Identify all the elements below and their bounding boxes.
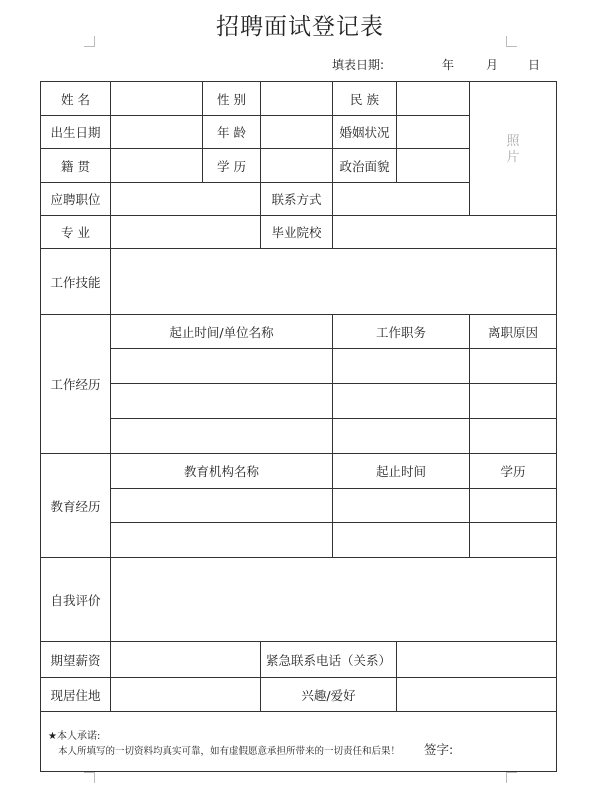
- self-evaluation-label: 自我评价: [50, 592, 101, 608]
- edu-col-period: 起止时间: [375, 464, 426, 479]
- contact-field[interactable]: [333, 183, 469, 215]
- position-field[interactable]: [111, 183, 260, 215]
- ethnicity-label: 民 族: [350, 91, 379, 107]
- self-evaluation-field[interactable]: [111, 558, 556, 641]
- political-status-label: 政治面貌: [339, 158, 390, 174]
- name-field[interactable]: [111, 82, 202, 115]
- work-row[interactable]: [111, 384, 556, 418]
- education-row[interactable]: [111, 489, 556, 522]
- declaration-text: 本人所填写的一切资料均真实可靠，如有虚假愿意承担所带来的一切责任和后果！: [58, 746, 401, 757]
- political-status-field[interactable]: [397, 149, 469, 182]
- page-corner-mark: [506, 772, 517, 783]
- native-place-field[interactable]: [111, 149, 202, 182]
- hobbies-field[interactable]: [397, 678, 556, 711]
- marital-status-label: 婚姻状况: [339, 125, 390, 140]
- education-field[interactable]: [261, 149, 332, 182]
- name-label: 姓 名: [61, 91, 90, 107]
- date-year-label: 年: [442, 58, 455, 72]
- marital-status-field[interactable]: [397, 116, 469, 148]
- gender-label: 性 别: [217, 91, 246, 107]
- work-row[interactable]: [111, 419, 556, 453]
- page-corner-mark: [84, 772, 95, 783]
- work-experience-label: 工作经历: [50, 377, 101, 392]
- education-experience-label: 教育经历: [50, 498, 101, 514]
- birth-date-label: 出生日期: [50, 125, 101, 140]
- expected-salary-field[interactable]: [111, 642, 260, 677]
- form-title: 招聘面试登记表: [216, 14, 384, 40]
- expected-salary-label: 期望薪资: [50, 652, 101, 668]
- fill-date-label: 填表日期:: [332, 58, 385, 72]
- emergency-contact-field[interactable]: [397, 642, 556, 677]
- work-col-title: 工作职务: [375, 324, 426, 340]
- work-row[interactable]: [111, 349, 556, 383]
- emergency-contact-label: 紧急联系电话（关系）: [265, 652, 391, 668]
- major-label: 专 业: [61, 225, 90, 240]
- date-month-label: 月: [486, 58, 499, 72]
- photo-placeholder: [470, 134, 556, 166]
- signature-label: 签字:: [424, 742, 454, 757]
- education-row[interactable]: [111, 523, 556, 557]
- work-col-period-company: 起止时间/单位名称: [169, 324, 274, 340]
- birth-date-field[interactable]: [111, 116, 202, 148]
- skills-field[interactable]: [111, 249, 556, 314]
- edu-col-institution: 教育机构名称: [183, 464, 259, 479]
- gender-field[interactable]: [261, 82, 332, 115]
- photo-label: 照片: [506, 134, 520, 165]
- major-field[interactable]: [111, 216, 260, 248]
- signature-field[interactable]: [460, 738, 554, 760]
- age-field[interactable]: [261, 116, 332, 148]
- ethnicity-field[interactable]: [397, 82, 469, 115]
- graduate-school-label: 毕业院校: [271, 225, 322, 240]
- edu-col-degree: 学历: [500, 464, 526, 479]
- native-place-label: 籍 贯: [61, 158, 90, 174]
- skills-label: 工作技能: [50, 274, 101, 290]
- age-label: 年 龄: [217, 125, 246, 140]
- hobbies-label: 兴趣/爱好: [301, 687, 356, 703]
- education-label: 学 历: [217, 158, 246, 174]
- position-label: 应聘职位: [50, 192, 101, 207]
- declaration-title: ★本人承诺:: [48, 731, 101, 742]
- work-col-leave-reason: 离职原因: [487, 324, 538, 340]
- contact-label: 联系方式: [271, 192, 322, 207]
- date-day-label: 日: [528, 58, 541, 72]
- graduate-school-field[interactable]: [333, 216, 556, 248]
- current-address-field[interactable]: [111, 678, 260, 711]
- current-address-label: 现居住地: [50, 687, 101, 703]
